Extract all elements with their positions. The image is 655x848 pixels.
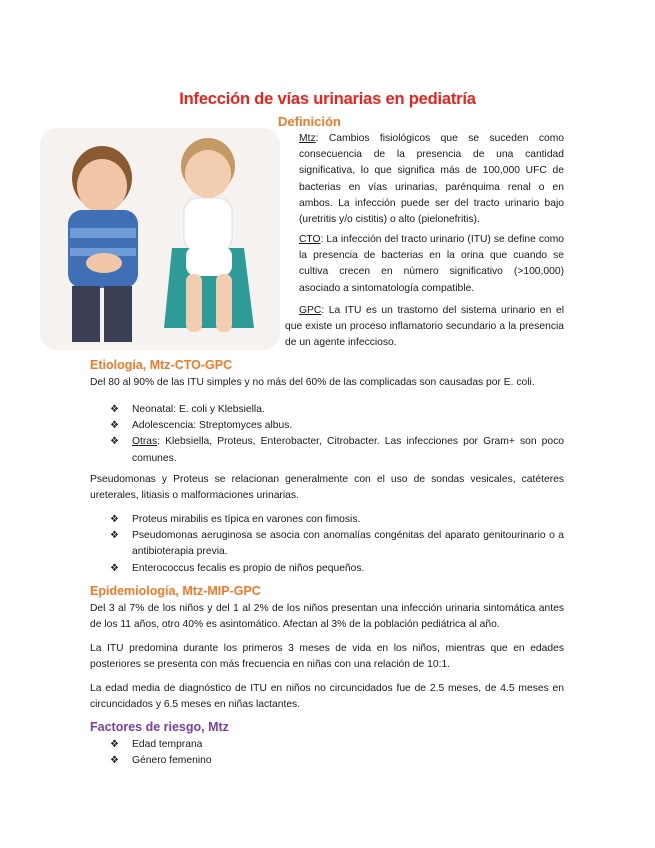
definition-cto: CTO: La infección del tracto urinario (ITU) se define como la presencia de bacterias en la orina que cuando se cultiva crecen en número significativo (>100,000) asociado a sintomatología compatible. [299, 234, 564, 294]
etiologia-list [110, 402, 564, 467]
definition-gpc: GPC: La ITU es un trastorno del sistema urinario en el que existe un proceso inflamatorio secundario a la presencia de un agente infeccioso. [285, 305, 564, 349]
list-item: ❖ Proteus mirabilis es típica en varones con fimosis. [110, 512, 564, 528]
etiologia-list-2 [110, 512, 564, 577]
bullet-icon: ❖ [110, 514, 119, 525]
mtz-label: Mtz [299, 133, 316, 144]
section-heading-definicion: Definición [278, 114, 341, 129]
page-title: Infección de vías urinarias en pediatría [179, 90, 476, 108]
bullet-icon: ❖ [110, 530, 119, 542]
gpc-label: GPC [299, 305, 322, 316]
epidemiologia-p2: La ITU predomina durante los primeros 3 meses de vida en los niños, mientras que en edades posteriores se presenta con más frecuencia en niñas con una relación de 10:1. [90, 643, 564, 671]
bullet-icon: ❖ [110, 562, 119, 574]
section-heading-epidemiologia: Epidemiología, Mtz-MIP-GPC [90, 584, 261, 598]
list-item: ❖ Otras: Klebsiella, Proteus, Enterobacter, Citrobacter. Las infecciones por Gram+ son poco comunes. [110, 436, 564, 464]
bullet-icon: ❖ [110, 739, 119, 750]
epidemiologia-p3: La edad media de diagnóstico de ITU en niños no circuncidados fue de 2.5 meses, de 4.5 meses en circuncidados y 6.5 meses en niñas lactantes. [90, 683, 564, 711]
bullet-icon: ❖ [110, 755, 119, 767]
etiologia-intro: Del 80 al 90% de las ITU simples y no más del 60% de las complicadas son causadas por E. coli. [90, 377, 535, 388]
definition-mtz: Mtz: Cambios fisiológicos que se suceden como consecuencia de la presencia de una cantidad significativa, lo que significa más de 100,000 UFC de bacterias en vías urinarias, parénquima renal o en ambos. La infección puede ser del tracto urinario bajo (uretritis y/o cistitis) o alto (pielonefritis). [299, 133, 564, 226]
list-item: ❖ Pseudomonas aeruginosa se asocia con anomalías congénitas del aparato genitourinario o a antibioterapia previa. [110, 530, 564, 558]
bullet-icon: ❖ [110, 436, 119, 448]
list-item: ❖ Neonatal: E. coli y Klebsiella. [110, 402, 564, 418]
factores-list [110, 737, 410, 769]
list-item: ❖ Género femenino [110, 753, 410, 769]
children-illustration [40, 128, 280, 350]
cto-label: CTO [299, 234, 321, 245]
section-heading-factores: Factores de riesgo, Mtz [90, 720, 229, 734]
bullet-icon: ❖ [110, 420, 119, 432]
list-item: ❖ Enterococcus fecalis es propio de niños pequeños. [110, 561, 564, 577]
epidemiologia-p1: Del 3 al 7% de los niños y del 1 al 2% de los niños presentan una infección urinaria sintomática antes de los 11 años, otro 40% es asintomático. Afectan al 3% de la población pediátrica al año. [90, 603, 564, 631]
section-heading-etiologia: Etiología, Mtz-CTO-GPC [90, 358, 233, 372]
bullet-icon: ❖ [110, 404, 119, 415]
list-item: ❖ Adolescencia: Streptomyces albus. [110, 418, 564, 434]
list-item: ❖ Edad temprana [110, 737, 410, 753]
etiologia-paragraph: Pseudomonas y Proteus se relacionan generalmente con el uso de sondas vesicales, catéteres ureterales, litiasis o malformaciones urinarias. [90, 474, 564, 502]
children-photo [40, 128, 280, 350]
